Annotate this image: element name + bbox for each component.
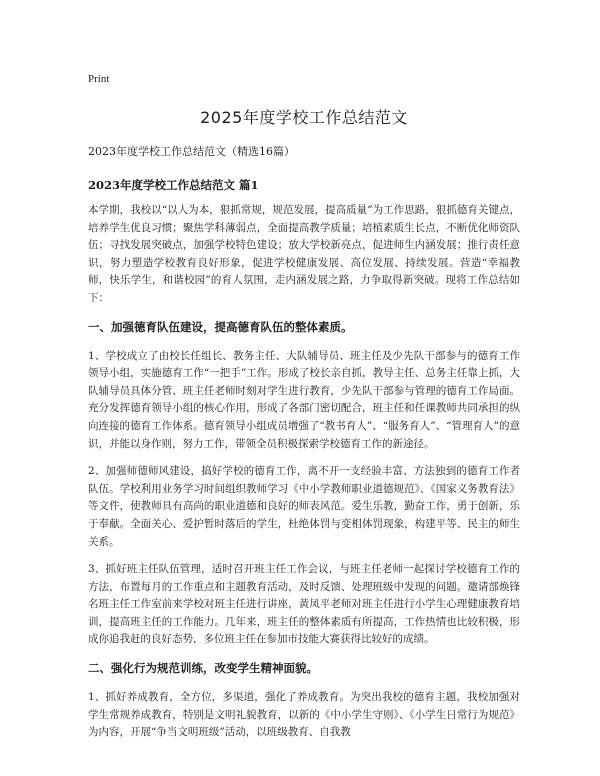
section-heading-1: 一、加强德育队伍建设，提高德育队伍的整体素质。 — [88, 319, 353, 334]
section2-paragraph-1: 1、抓好养成教育，全方位，多渠道，强化了养成教育。为突出我校的德育主题，我校加强对学生常规养成教育，特别是文明礼貌教育，以新的《中小学生守则》、《小学生日常行为规范》为内容，开展“争当文明班级”活动，以班级教育、自我教 — [88, 691, 520, 739]
document-title: 2025年度学校工作总结范文 — [200, 108, 408, 127]
section1-paragraph-2: 2、加强师德师风建设，搞好学校的德育工作，离不开一支经验丰富、方法独到的德育工作者队伍。学校利用业务学习时间组织教师学习《中小学教师职业道德规范》、《国家义务教育法》等文件，使教师具有高尚的职业道德和良好的师表风范。爱生乐教，勤奋工作，勇于创新，乐于奉献。全面关心、爱护暂时落后的学生，杜绝体罚与变相体罚现象，构建平等、民主的师生关系。 — [88, 465, 520, 548]
section1-paragraph-3: 3、抓好班主任队伍管理，适时召开班主任工作会议，与班主任老师一起探讨学校德育工作的方法，布置每月的工作重点和主题教育活动，及时反馈、处理班级中发现的问题。邀请部焕锋名班主任工作室前来学校对班主任进行讲座，黄凤平老师对班主任进行小学生心理健康教育培训，提高班主任的工作能力。几年来，班主任的整体素质有所提高，工作热情也比较积极，形成你追我赶的良好态势，多位班主任在参加市技能大赛获得比较好的成绩。 — [88, 563, 520, 646]
article-title: 2023年度学校工作总结范文 篇1 — [88, 178, 259, 192]
section1-paragraph-1: 1、学校成立了由校长任组长、教务主任、大队辅导员、班主任及少先队干部参与的德育工作领导小组，实施德育工作“一把手”工作。形成了校长亲自抓，教导主任、总务主任靠上抓，大队辅导员具体分管、班主任老师时刻对学生进行教育，少先队干部参与管理的德育工作局面。充分发挥德育领导小组的核心作用，形成了各部门密切配合，班主任和任课教师共同承担的纵向连接的德育工作体系。德育领导小组成员增强了“教书育人”、“服务育人”、“管理育人”的意识，并能以身作则，努力工作，带领全员积极探索学校德育工作的新途径。 — [88, 349, 520, 450]
section-heading-2: 二、强化行为规范训练，改变学生精神面貌。 — [88, 661, 318, 676]
intro-paragraph: 本学期，我校以“以人为本，狠抓常规，规范发展，提高质量”为工作思路，狠抓德育关键点，培养学生优良习惯；聚焦学科薄弱点，全面提高教学质量；培植素质生长点，不断优化师资队伍；寻找发展突破点，加强学校特色建设；放大学校新亮点，促进师生内涵发展；推行责任意识，努力塑造学校教育良好形象，促进学校健康发展、高位发展、持续发展。营造“幸福教师，快乐学生，和谐校园”的育人氛围，走内涵发展之路，力争取得新突破。现将工作总结如下： — [88, 204, 520, 304]
print-label[interactable]: Print — [88, 73, 110, 85]
document-subtitle: 2023年度学校工作总结范文（精选16篇） — [88, 145, 295, 158]
